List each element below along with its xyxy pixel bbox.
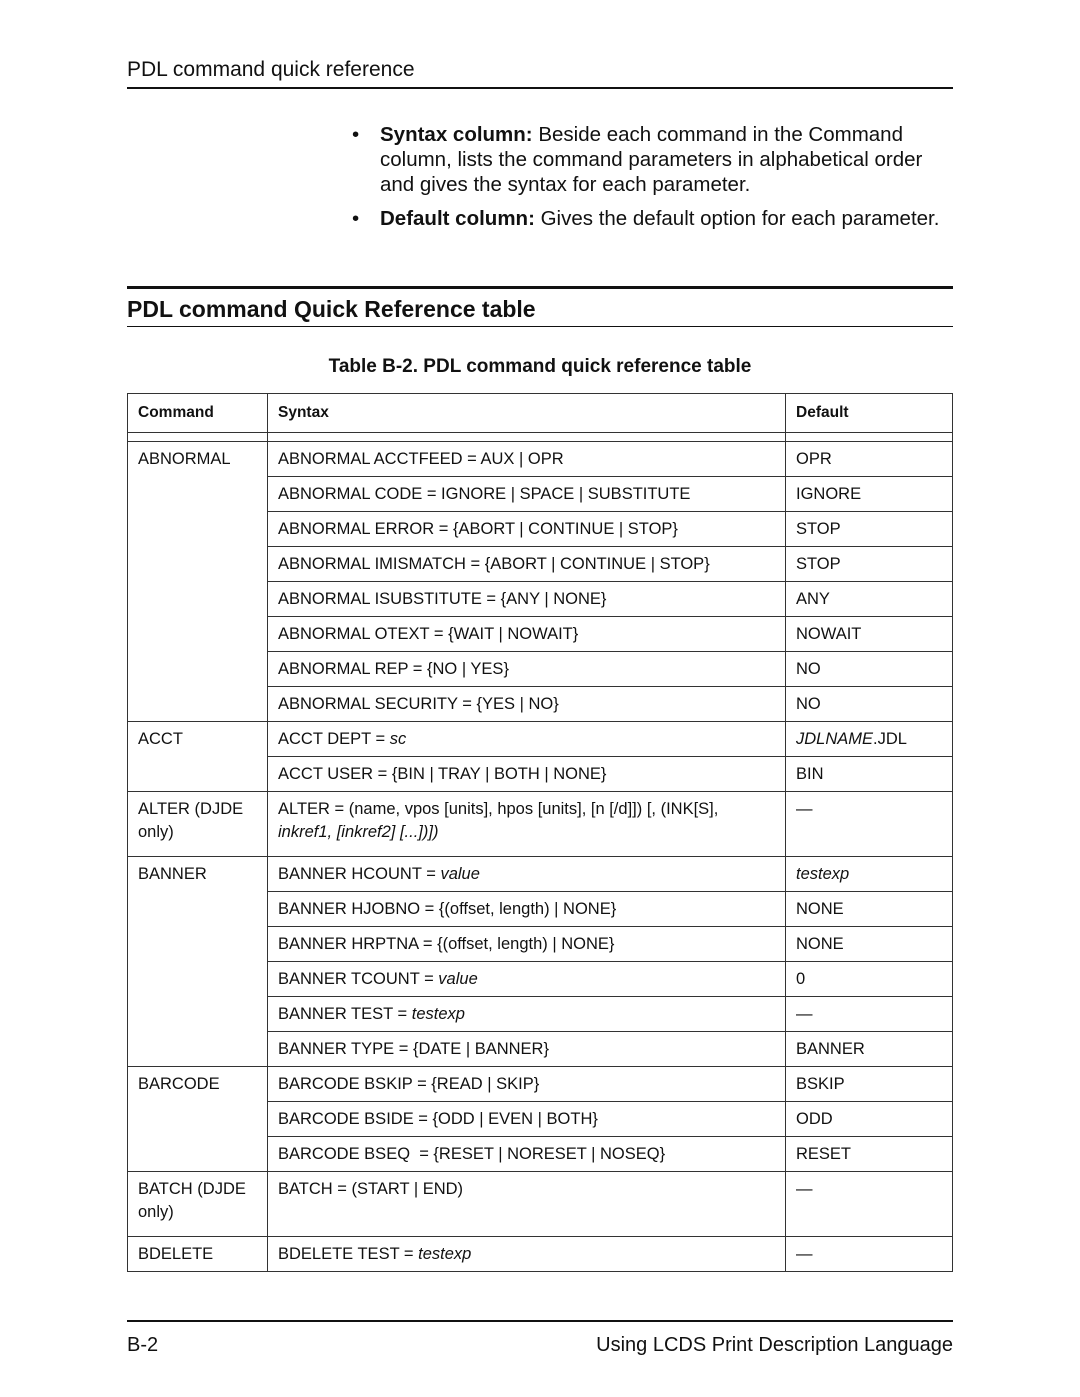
reference-table [127, 393, 953, 1272]
cell-syntax [268, 792, 786, 857]
bullet-item [352, 206, 954, 231]
cell-syntax [268, 857, 786, 892]
default-text: .JDL [873, 729, 907, 748]
syntax-text: BANNER HCOUNT = [278, 864, 441, 883]
cell-default: NONE [786, 892, 953, 927]
cell-default: RESET [786, 1137, 953, 1172]
cell-default: ODD [786, 1102, 953, 1137]
cell-command [128, 927, 268, 962]
cell-command [128, 997, 268, 1032]
cell-syntax: ABNORMAL IMISMATCH = {ABORT | CONTINUE | STOP} [268, 547, 786, 582]
cell-default: 0 [786, 962, 953, 997]
cell-syntax: BANNER HJOBNO = {(offset, length) | NONE} [268, 892, 786, 927]
syntax-param: value [438, 969, 478, 988]
cell-default: — [786, 1172, 953, 1237]
cell-syntax: ABNORMAL OTEXT = {WAIT | NOWAIT} [268, 617, 786, 652]
bullet-body: Gives the default option for each parameter. [534, 207, 940, 230]
table-row [128, 512, 953, 547]
cell-syntax: BARCODE BSEQ = {RESET | NORESET | NOSEQ} [268, 1137, 786, 1172]
cell-default [786, 857, 953, 892]
table-row [128, 617, 953, 652]
table-row [128, 477, 953, 512]
cell-default [786, 722, 953, 757]
cell-syntax [268, 1237, 786, 1272]
cell-syntax [268, 997, 786, 1032]
syntax-text: BANNER TEST = [278, 1004, 412, 1023]
table-row [128, 722, 953, 757]
cell-default: NOWAIT [786, 617, 953, 652]
cell-command: BATCH (DJDE only) [128, 1172, 268, 1237]
cell-syntax: BANNER TYPE = {DATE | BANNER} [268, 1032, 786, 1067]
table-row [128, 1032, 953, 1067]
cell-default: — [786, 997, 953, 1032]
cell-syntax: ABNORMAL REP = {NO | YES} [268, 652, 786, 687]
spacer-row [128, 433, 953, 442]
cell-syntax: BARCODE BSKIP = {READ | SKIP} [268, 1067, 786, 1102]
default-param: testexp [796, 864, 850, 883]
cell-command [128, 582, 268, 617]
cell-default: NO [786, 652, 953, 687]
syntax-param: testexp [411, 1004, 465, 1023]
table-row [128, 927, 953, 962]
bullet-dot: • [352, 207, 360, 230]
table-row [128, 547, 953, 582]
default-param: JDLNAME [796, 729, 874, 748]
table-row [128, 442, 953, 477]
cell-syntax: ABNORMAL ACCTFEED = AUX | OPR [268, 442, 786, 477]
table-row [128, 962, 953, 997]
syntax-param: sc [389, 729, 407, 748]
table-row [128, 857, 953, 892]
syntax-text: ACCT DEPT = [278, 729, 390, 748]
syntax-line-1: ALTER = (name, vpos [units], hpos [units], [n [/d]]) [, (INK[S], [278, 800, 719, 818]
cell-command [128, 1032, 268, 1067]
table-row [128, 892, 953, 927]
cell-default: — [786, 792, 953, 857]
bullet-dot: • [352, 123, 360, 146]
cell-default: OPR [786, 442, 953, 477]
bullet-term: Default column: [380, 207, 535, 230]
cell-syntax: BATCH = (START | END) [268, 1172, 786, 1237]
cell-command: BDELETE [128, 1237, 268, 1272]
table-row [128, 1102, 953, 1137]
bullet-list [352, 122, 954, 240]
cell-command [128, 757, 268, 792]
bullet-item [352, 122, 954, 197]
page-footer [127, 1320, 953, 1357]
syntax-param: testexp [418, 1244, 472, 1263]
table-row [128, 757, 953, 792]
cell-default: BANNER [786, 1032, 953, 1067]
cell-syntax [268, 722, 786, 757]
table-header-row [128, 394, 953, 433]
cell-syntax: BANNER HRPTNA = {(offset, length) | NONE} [268, 927, 786, 962]
cell-command [128, 652, 268, 687]
table-row [128, 1137, 953, 1172]
table-row [128, 997, 953, 1032]
cell-syntax: BARCODE BSIDE = {ODD | EVEN | BOTH} [268, 1102, 786, 1137]
section-title: PDL command Quick Reference table [127, 286, 953, 327]
cell-command [128, 477, 268, 512]
cell-default: STOP [786, 547, 953, 582]
cell-command [128, 1102, 268, 1137]
col-header-default: Default [786, 394, 953, 433]
cell-default: IGNORE [786, 477, 953, 512]
syntax-line-2: inkref1, [inkref2] [...])]) [278, 823, 439, 841]
cell-default: STOP [786, 512, 953, 547]
bullet-term: Syntax column: [380, 123, 533, 146]
bullet-text [380, 122, 954, 197]
col-header-syntax: Syntax [268, 394, 786, 433]
table-row [128, 1237, 953, 1272]
bullet-text [380, 206, 939, 231]
cell-syntax: ABNORMAL ERROR = {ABORT | CONTINUE | STOP} [268, 512, 786, 547]
cell-command: ACCT [128, 722, 268, 757]
cell-syntax: ABNORMAL ISUBSTITUTE = {ANY | NONE} [268, 582, 786, 617]
cell-default: ANY [786, 582, 953, 617]
syntax-param: value [440, 864, 480, 883]
document-title: Using LCDS Print Description Language [596, 1334, 953, 1356]
table-row [128, 792, 953, 857]
col-header-command: Command [128, 394, 268, 433]
syntax-text: BANNER TCOUNT = [278, 969, 439, 988]
cell-command [128, 617, 268, 652]
cell-syntax: ACCT USER = {BIN | TRAY | BOTH | NONE} [268, 757, 786, 792]
cell-default: — [786, 1237, 953, 1272]
cell-default: NONE [786, 927, 953, 962]
running-header: PDL command quick reference [127, 58, 953, 89]
table-row [128, 582, 953, 617]
cell-command [128, 892, 268, 927]
cell-command: BANNER [128, 857, 268, 892]
bullet-body: Beside each command in the Command column, lists the command parameters in alphabetical order and gives the syntax for each parameter. [380, 123, 923, 196]
syntax-text: BDELETE TEST = [278, 1244, 419, 1263]
cell-command [128, 547, 268, 582]
cell-command [128, 687, 268, 722]
cell-syntax: ABNORMAL SECURITY = {YES | NO} [268, 687, 786, 722]
cell-command [128, 512, 268, 547]
cell-command: ABNORMAL [128, 442, 268, 477]
table-caption: Table B-2. PDL command quick reference table [328, 356, 752, 377]
cell-default: NO [786, 687, 953, 722]
table-row [128, 1067, 953, 1102]
cell-command [128, 962, 268, 997]
cell-command [128, 1137, 268, 1172]
table-row [128, 687, 953, 722]
cell-syntax [268, 962, 786, 997]
cell-default: BSKIP [786, 1067, 953, 1102]
page-number: B-2 [127, 1334, 159, 1356]
cell-command: ALTER (DJDE only) [128, 792, 268, 857]
cell-syntax: ABNORMAL CODE = IGNORE | SPACE | SUBSTITUTE [268, 477, 786, 512]
cell-command: BARCODE [128, 1067, 268, 1102]
table-row [128, 1172, 953, 1237]
table-row [128, 652, 953, 687]
cell-default: BIN [786, 757, 953, 792]
